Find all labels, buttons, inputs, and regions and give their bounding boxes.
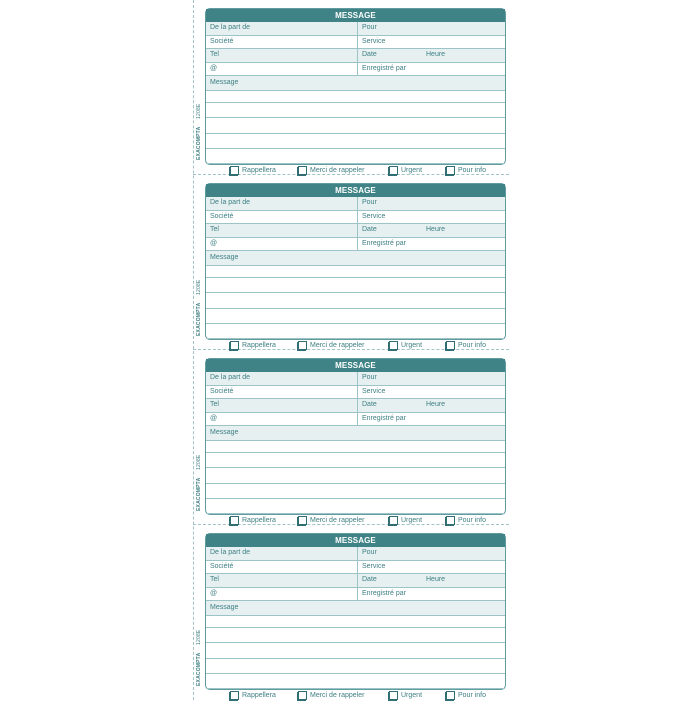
brand-name: EXACOMPTA bbox=[196, 302, 202, 336]
message-blank bbox=[206, 616, 505, 628]
message-label: Message bbox=[206, 601, 505, 616]
from-label: De la part de bbox=[210, 549, 251, 556]
row-company-department bbox=[206, 211, 505, 225]
row-company-department bbox=[206, 36, 505, 50]
checkbox-label: Urgent bbox=[401, 167, 423, 174]
checkbox-row bbox=[206, 689, 505, 703]
checkbox-pour-info[interactable] bbox=[446, 516, 486, 525]
row-email-recorded bbox=[206, 588, 505, 602]
date-label: Date bbox=[362, 401, 377, 408]
row-company-department bbox=[206, 561, 505, 575]
row-email-recorded bbox=[206, 63, 505, 77]
company-label: Société bbox=[210, 37, 234, 45]
checkbox-row bbox=[206, 514, 505, 528]
date-label: Date bbox=[362, 51, 377, 58]
tel-label: Tel bbox=[210, 51, 219, 58]
checkbox-rappellera[interactable] bbox=[230, 516, 276, 525]
checkbox-label: Rappellera bbox=[242, 517, 276, 524]
column-divider bbox=[357, 372, 358, 385]
message-line bbox=[206, 499, 505, 514]
recorded-by-label: Enregistré par bbox=[362, 414, 406, 422]
brand-name: EXACOMPTA bbox=[196, 126, 202, 160]
checkbox-label: Urgent bbox=[401, 692, 423, 699]
brand-reference: 1208E bbox=[196, 103, 202, 120]
message-line bbox=[206, 643, 505, 658]
checkbox-pour-info[interactable] bbox=[446, 691, 486, 700]
column-divider bbox=[357, 197, 358, 210]
row-email-recorded bbox=[206, 238, 505, 252]
message-line bbox=[206, 659, 505, 674]
to-label: Pour bbox=[362, 199, 377, 206]
message-label: Message bbox=[206, 426, 505, 441]
message-blank bbox=[206, 266, 505, 278]
checkbox-label: Urgent bbox=[401, 342, 423, 349]
message-line bbox=[206, 674, 505, 689]
checkbox-label: Merci de rappeler bbox=[310, 692, 365, 699]
tel-label: Tel bbox=[210, 401, 219, 408]
row-tel-date bbox=[206, 49, 505, 63]
checkbox-urgent[interactable] bbox=[389, 691, 422, 700]
checkbox-square-icon[interactable] bbox=[298, 166, 307, 175]
checkbox-urgent[interactable] bbox=[389, 341, 422, 350]
to-label: Pour bbox=[362, 24, 377, 31]
checkbox-rappellera[interactable] bbox=[230, 691, 276, 700]
checkbox-square-icon[interactable] bbox=[446, 691, 455, 700]
message-line bbox=[206, 118, 505, 133]
checkbox-square-icon[interactable] bbox=[446, 341, 455, 350]
message-label: Message bbox=[206, 76, 505, 91]
form-title: MESSAGE bbox=[206, 184, 505, 197]
checkbox-square-icon[interactable] bbox=[446, 166, 455, 175]
checkbox-urgent[interactable] bbox=[389, 516, 422, 525]
tel-label: Tel bbox=[210, 226, 219, 233]
checkbox-pour-info[interactable] bbox=[446, 341, 486, 350]
checkbox-square-icon[interactable] bbox=[230, 341, 239, 350]
column-divider bbox=[357, 22, 358, 35]
checkbox-square-icon[interactable] bbox=[230, 166, 239, 175]
column-divider bbox=[357, 211, 358, 224]
brand-reference: 1208E bbox=[196, 279, 202, 296]
checkbox-square-icon[interactable] bbox=[298, 516, 307, 525]
tel-label: Tel bbox=[210, 576, 219, 583]
checkbox-square-icon[interactable] bbox=[389, 166, 398, 175]
checkbox-label: Rappellera bbox=[242, 167, 276, 174]
checkbox-square-icon[interactable] bbox=[389, 341, 398, 350]
checkbox-label: Pour info bbox=[458, 342, 487, 349]
checkbox-merci-de-rappeler[interactable] bbox=[298, 166, 364, 175]
checkbox-rappellera[interactable] bbox=[230, 166, 276, 175]
checkbox-square-icon[interactable] bbox=[446, 516, 455, 525]
checkbox-urgent[interactable] bbox=[389, 166, 422, 175]
form-title: MESSAGE bbox=[206, 359, 505, 372]
message-line bbox=[206, 293, 505, 308]
message-form bbox=[205, 533, 506, 699]
brand-name: EXACOMPTA bbox=[196, 652, 202, 686]
department-label: Service bbox=[362, 212, 386, 220]
checkbox-row bbox=[206, 339, 505, 353]
checkbox-label: Merci de rappeler bbox=[310, 167, 365, 174]
company-label: Société bbox=[210, 562, 234, 570]
message-label: Message bbox=[206, 251, 505, 266]
checkbox-square-icon[interactable] bbox=[298, 691, 307, 700]
message-form bbox=[205, 358, 506, 524]
checkbox-label: Rappellera bbox=[242, 692, 276, 699]
checkbox-rappellera[interactable] bbox=[230, 341, 276, 350]
form-title: MESSAGE bbox=[206, 9, 505, 22]
column-divider bbox=[357, 413, 358, 426]
department-label: Service bbox=[362, 387, 386, 395]
checkbox-merci-de-rappeler[interactable] bbox=[298, 341, 364, 350]
message-lines bbox=[206, 628, 505, 689]
row-company-department bbox=[206, 386, 505, 400]
column-divider bbox=[357, 399, 358, 412]
checkbox-square-icon[interactable] bbox=[389, 691, 398, 700]
checkbox-label: Rappellera bbox=[242, 342, 276, 349]
row-from-to bbox=[206, 197, 505, 211]
checkbox-square-icon[interactable] bbox=[230, 516, 239, 525]
brand-reference: 1208E bbox=[196, 454, 202, 471]
row-tel-date bbox=[206, 574, 505, 588]
checkbox-square-icon[interactable] bbox=[389, 516, 398, 525]
message-form bbox=[205, 183, 506, 349]
checkbox-square-icon[interactable] bbox=[298, 341, 307, 350]
form-title: MESSAGE bbox=[206, 534, 505, 547]
time-label: Heure bbox=[426, 576, 446, 583]
to-label: Pour bbox=[362, 549, 377, 556]
message-line bbox=[206, 468, 505, 483]
from-label: De la part de bbox=[210, 374, 251, 381]
email-label: @ bbox=[210, 239, 218, 247]
message-line bbox=[206, 453, 505, 468]
column-divider bbox=[357, 588, 358, 601]
message-line bbox=[206, 628, 505, 643]
checkbox-square-icon[interactable] bbox=[230, 691, 239, 700]
message-lines bbox=[206, 278, 505, 339]
department-label: Service bbox=[362, 37, 386, 45]
checkbox-label: Pour info bbox=[458, 692, 487, 699]
column-divider bbox=[357, 238, 358, 251]
recorded-by-label: Enregistré par bbox=[362, 589, 406, 597]
checkbox-label: Merci de rappeler bbox=[310, 342, 365, 349]
recorded-by-label: Enregistré par bbox=[362, 64, 406, 72]
message-line bbox=[206, 309, 505, 324]
brand-reference: 1208E bbox=[196, 629, 202, 646]
checkbox-pour-info[interactable] bbox=[446, 166, 486, 175]
message-blank bbox=[206, 441, 505, 453]
checkbox-label: Pour info bbox=[458, 517, 487, 524]
row-from-to bbox=[206, 22, 505, 36]
time-label: Heure bbox=[426, 401, 446, 408]
checkbox-label: Pour info bbox=[458, 167, 487, 174]
email-label: @ bbox=[210, 64, 218, 72]
date-label: Date bbox=[362, 576, 377, 583]
checkbox-row bbox=[206, 164, 505, 178]
message-line bbox=[206, 484, 505, 499]
column-divider bbox=[357, 547, 358, 560]
column-divider bbox=[357, 36, 358, 49]
time-label: Heure bbox=[426, 226, 446, 233]
checkbox-label: Merci de rappeler bbox=[310, 517, 365, 524]
column-divider bbox=[357, 63, 358, 76]
row-from-to bbox=[206, 372, 505, 386]
date-label: Date bbox=[362, 226, 377, 233]
row-from-to bbox=[206, 547, 505, 561]
brand-name: EXACOMPTA bbox=[196, 477, 202, 511]
checkbox-merci-de-rappeler[interactable] bbox=[298, 516, 364, 525]
from-label: De la part de bbox=[210, 24, 251, 31]
row-tel-date bbox=[206, 224, 505, 238]
from-label: De la part de bbox=[210, 199, 251, 206]
message-line bbox=[206, 324, 505, 339]
column-divider bbox=[357, 49, 358, 62]
column-divider bbox=[357, 386, 358, 399]
message-lines bbox=[206, 103, 505, 164]
time-label: Heure bbox=[426, 51, 446, 58]
vertical-perforation-line bbox=[193, 0, 194, 700]
message-blank bbox=[206, 91, 505, 103]
company-label: Société bbox=[210, 212, 234, 220]
message-lines bbox=[206, 453, 505, 514]
message-line bbox=[206, 134, 505, 149]
message-line bbox=[206, 149, 505, 164]
column-divider bbox=[357, 574, 358, 587]
email-label: @ bbox=[210, 414, 218, 422]
department-label: Service bbox=[362, 562, 386, 570]
checkbox-label: Urgent bbox=[401, 517, 423, 524]
message-line bbox=[206, 278, 505, 293]
row-tel-date bbox=[206, 399, 505, 413]
message-form bbox=[205, 8, 506, 174]
company-label: Société bbox=[210, 387, 234, 395]
email-label: @ bbox=[210, 589, 218, 597]
recorded-by-label: Enregistré par bbox=[362, 239, 406, 247]
checkbox-merci-de-rappeler[interactable] bbox=[298, 691, 364, 700]
column-divider bbox=[357, 561, 358, 574]
row-email-recorded bbox=[206, 413, 505, 427]
column-divider bbox=[357, 224, 358, 237]
message-line bbox=[206, 103, 505, 118]
to-label: Pour bbox=[362, 374, 377, 381]
